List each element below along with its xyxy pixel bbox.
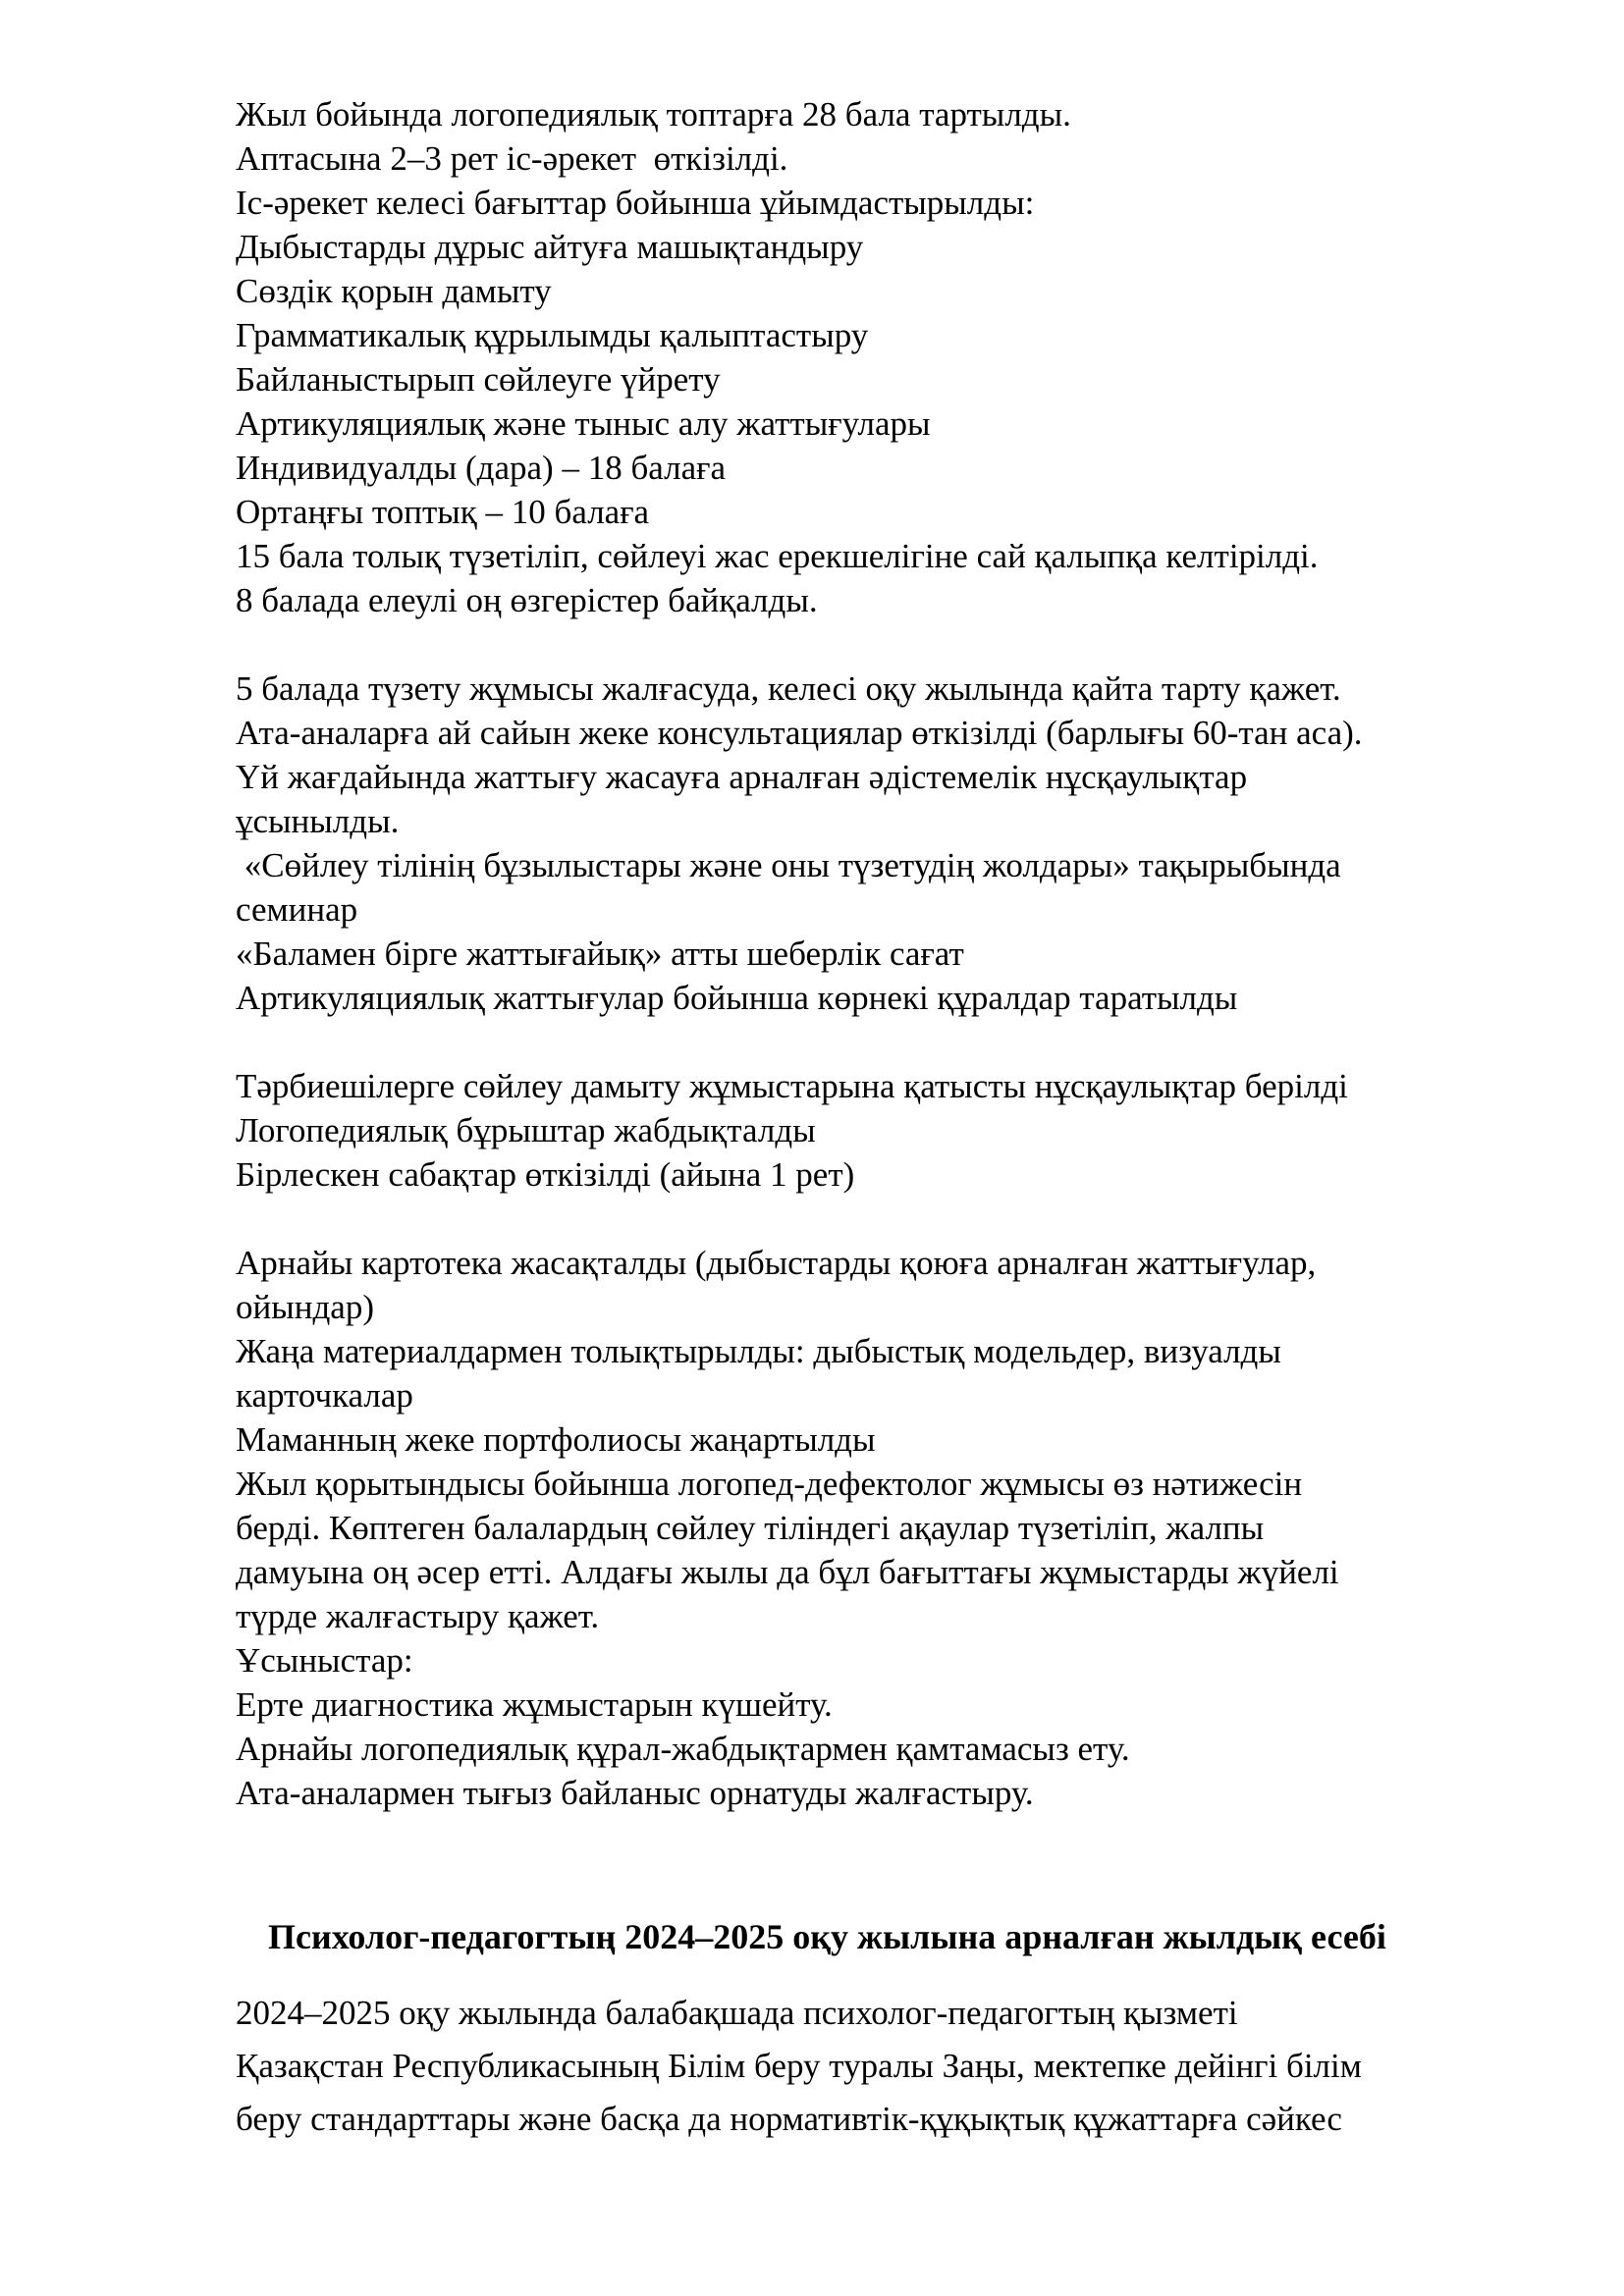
- text-line: Үй жағдайында жаттығу жасауға арналған әдістемелік нұсқаулықтар: [236, 758, 1248, 796]
- text-line: 5 балада түзету жұмысы жалғасуда, келесі оқу жылында қайта тарту қажет.: [236, 669, 1341, 708]
- text-line: Бірлескен сабақтар өткізілді (айына 1 рет): [236, 1155, 855, 1194]
- text-line: Іс-әрекет келесі бағыттар бойынша ұйымдастырылды:: [236, 184, 1035, 222]
- text-line: Дыбыстарды дұрыс айтуға машықтандыру: [236, 228, 864, 266]
- text-line: түрде жалғастыру қажет.: [236, 1597, 600, 1635]
- text-line: Маманның жеке портфолиосы жаңартылды: [236, 1420, 876, 1459]
- intro-line: 2024–2025 оқу жылында балабақшада психолог-педагогтың қызметі: [236, 1994, 1238, 2032]
- blank-line: [236, 1020, 1512, 1064]
- blank-line: [236, 622, 1512, 667]
- text-line: Ата-аналармен тығыз байланыс орнатуды жалғастыру.: [236, 1774, 1034, 1812]
- text-line: Индивидуалды (дара) – 18 балаға: [236, 449, 727, 487]
- text-line: 15 бала толық түзетіліп, сөйлеуі жас ерекшелігіне сай қалыпқа келтірілді.: [236, 537, 1319, 575]
- section-heading: Психолог-педагогтың 2024–2025 оқу жылына арналған жылдық есебі: [268, 1917, 1386, 1956]
- text-line: ұсынылды.: [236, 802, 400, 840]
- text-line: «Сөйлеу тілінің бұзылыстары және оны түзетудің жолдары» тақырыбында: [236, 846, 1341, 884]
- text-line: Ұсыныстар:: [236, 1641, 413, 1680]
- text-line: дамуына оң әсер етті. Алдағы жылы да бұл бағыттағы жұмыстарды жүйелі: [236, 1553, 1339, 1591]
- intro-line: беру стандарттары және басқа да нормативтік-құқықтық құжаттарға сәйкес: [236, 2100, 1342, 2138]
- text-line: Логопедиялық бұрыштар жабдықталды: [236, 1111, 816, 1149]
- text-line: Байланыстырып сөйлеуге үйрету: [236, 360, 721, 399]
- report-body: [236, 92, 1512, 1815]
- text-line: Ортаңғы топтық – 10 балаға: [236, 493, 650, 531]
- text-line: Тәрбиешілерге сөйлеу дамыту жұмыстарына қатысты нұсқаулықтар берілді: [236, 1067, 1348, 1105]
- text-line: ойындар): [236, 1288, 374, 1326]
- intro-line: Қазақстан Республикасының Білім беру туралы Заңы, мектепке дейінгі білім: [236, 2047, 1362, 2085]
- text-line: Артикуляциялық жаттығулар бойынша көрнекі құралдар таратылды: [236, 979, 1238, 1017]
- text-line: Сөздік қорын дамыту: [236, 272, 552, 310]
- text-line: берді. Көптеген балалардың сөйлеу тіліндегі ақаулар түзетіліп, жалпы: [236, 1509, 1265, 1547]
- text-line: Арнайы картотека жасақталды (дыбыстарды қоюға арналған жаттығулар,: [236, 1244, 1317, 1282]
- text-line: Жаңа материалдармен толықтырылды: дыбыстық модельдер, визуалды: [236, 1332, 1281, 1370]
- text-line: Ерте диагностика жұмыстарын күшейту.: [236, 1685, 833, 1724]
- text-line: «Баламен бірге жаттығайық» атты шеберлік сағат: [236, 934, 964, 973]
- text-line: Аптасына 2–3 рет іс-әрекет өткізілді.: [236, 139, 788, 178]
- text-line: карточкалар: [236, 1376, 413, 1415]
- text-line: Жыл бойында логопедиялық топтарға 28 бала тартылды.: [236, 95, 1071, 133]
- blank-line: [236, 1197, 1512, 1241]
- text-line: Арнайы логопедиялық құрал-жабдықтармен қамтамасыз ету.: [236, 1730, 1130, 1768]
- text-line: Жыл қорытындысы бойынша логопед-дефектолог жұмысы өз нәтижесін: [236, 1465, 1303, 1503]
- text-line: семинар: [236, 890, 358, 929]
- text-line: Артикуляциялық және тыныс алу жаттығулары: [236, 404, 931, 443]
- document-page: [236, 92, 1512, 2138]
- text-line: 8 балада елеулі оң өзгерістер байқалды.: [236, 581, 818, 619]
- section-intro: [236, 1987, 1362, 2146]
- text-line: Грамматикалық құрылымды қалыптастыру: [236, 316, 869, 354]
- text-line: Ата-аналарға ай сайын жеке консультациялар өткізілді (барлығы 60-тан аса).: [236, 714, 1363, 752]
